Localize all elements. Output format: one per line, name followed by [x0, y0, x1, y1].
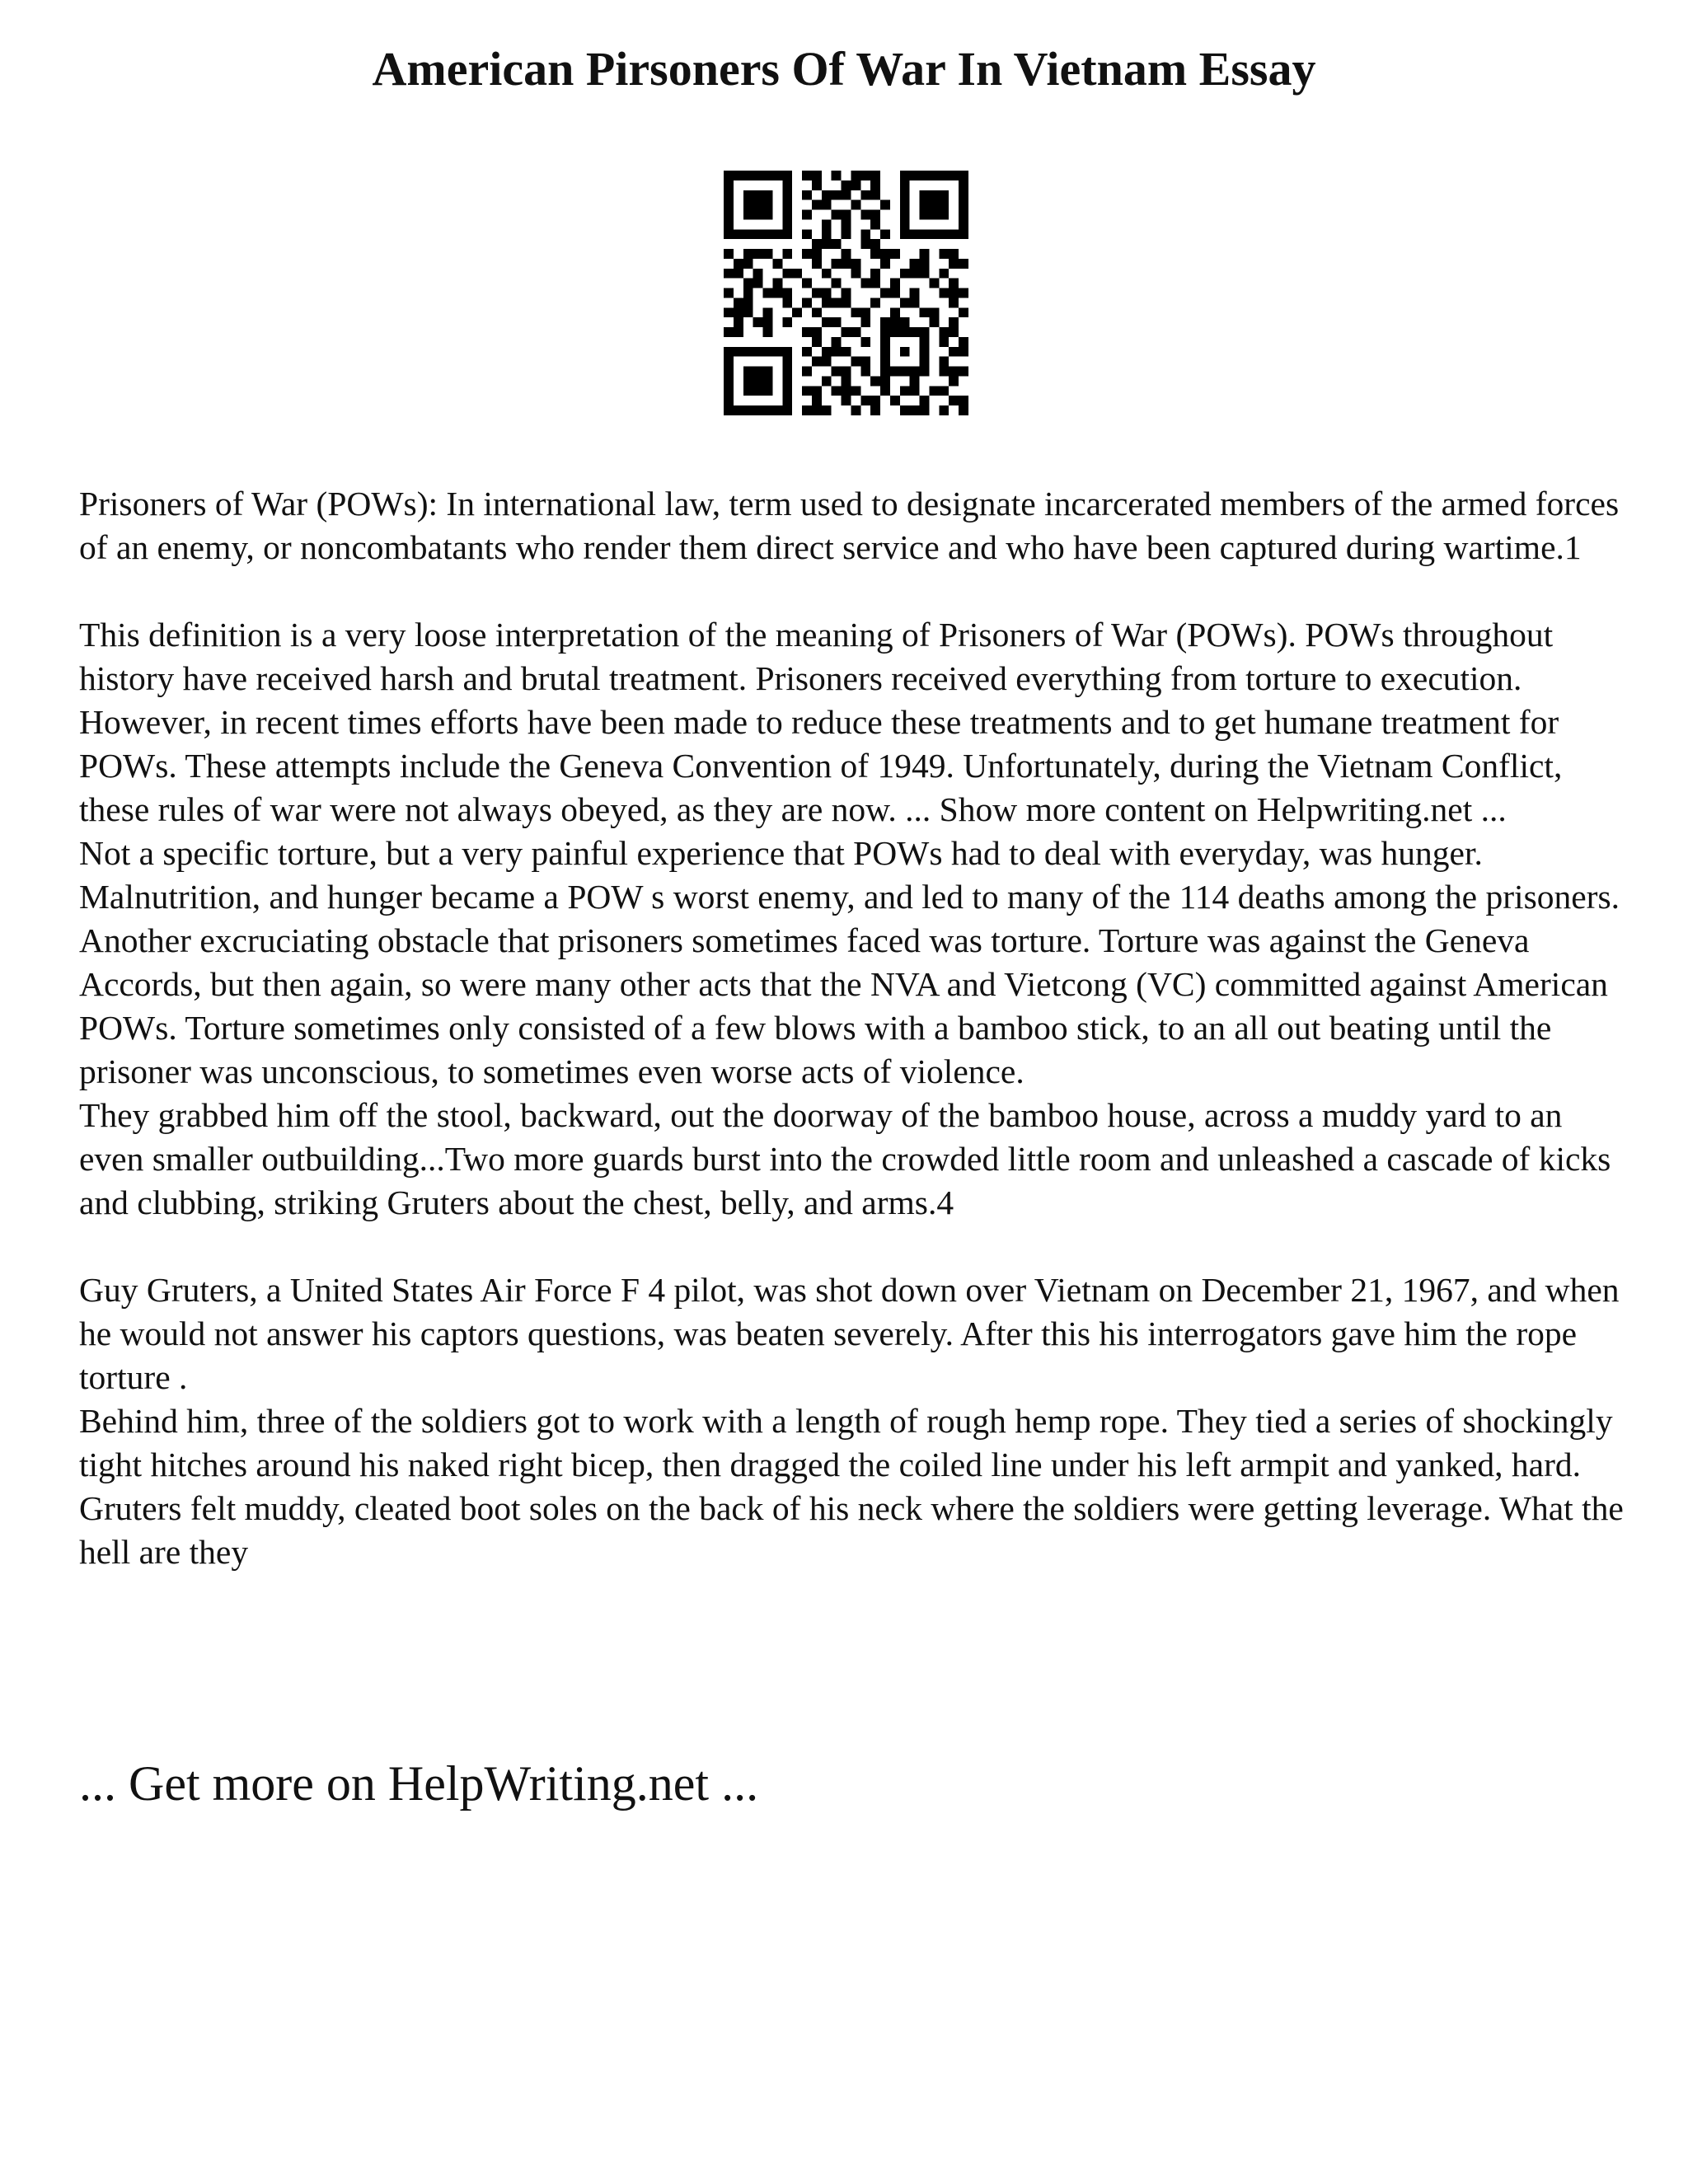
- paragraph-spacer: [79, 1225, 1629, 1268]
- paragraph-quote-rope: Behind him, three of the soldiers got to work with a length of rough hemp rope. They tied a series of shockingly tight hitches around his naked right bicep, then dragged the coiled line under his left armpit and yanked, hard. Gruters felt muddy, cleated boot soles on the back of his neck where the soldiers were getting leverage. What the hell are they: [79, 1402, 1624, 1571]
- get-more-link[interactable]: ... Get more on HelpWriting.net ...: [79, 1756, 759, 1811]
- paragraph-spacer: [79, 569, 1629, 613]
- essay-body: [79, 482, 1629, 1574]
- paragraph-gruters: Guy Gruters, a United States Air Force F 4 pilot, was shot down over Vietnam on December 21, 1967, and when he would not answer his captors questions, was beaten severely. After this his interrogators gave him the rope torture .: [79, 1271, 1620, 1396]
- paragraph-hunger: Not a specific torture, but a very painful experience that POWs had to deal with everyday, was hunger. Malnutrition, and hunger became a POW s worst enemy, and led to many of the 114 deaths among the prisoners.: [79, 834, 1620, 916]
- paragraph-torture: Another excruciating obstacle that prisoners sometimes faced was torture. Torture was against the Geneva Accords, but then again, so were many other acts that the NVA and Vietcong (VC) committed against American POWs. Torture sometimes only consisted of a few blows with a bamboo stick, to an all out beating until the prisoner was unconscious, to sometimes even worse acts of violence.: [79, 921, 1608, 1090]
- qr-code-icon: [724, 171, 968, 415]
- paragraph-interpretation: This definition is a very loose interpretation of the meaning of Prisoners of War (POWs). POWs throughout history have received harsh and brutal treatment. Prisoners received everything from torture to execution. However, in recent times efforts have been made to reduce these treatments and to get humane treatment for POWs. These attempts include the Geneva Convention of 1949. Unfortunately, during the Vietnam Conflict, these rules of war were not always obeyed, as they are now. ... Show more content on Helpwriting.net ...: [79, 616, 1563, 828]
- paragraph-quote-beating: They grabbed him off the stool, backward, out the doorway of the bamboo house, across a muddy yard to an even smaller outbuilding...Two more guards burst into the crowded little room and unleashed a cascade of kicks and clubbing, striking Gruters about the chest, belly, and arms.4: [79, 1096, 1611, 1221]
- paragraph-definition: Prisoners of War (POWs): In international law, term used to designate incarcerated members of the armed forces of an enemy, or noncombatants who render them direct service and who have been captured during wartime.1: [79, 485, 1620, 566]
- page-title: American Pirsoners Of War In Vietnam Essay: [372, 42, 1316, 96]
